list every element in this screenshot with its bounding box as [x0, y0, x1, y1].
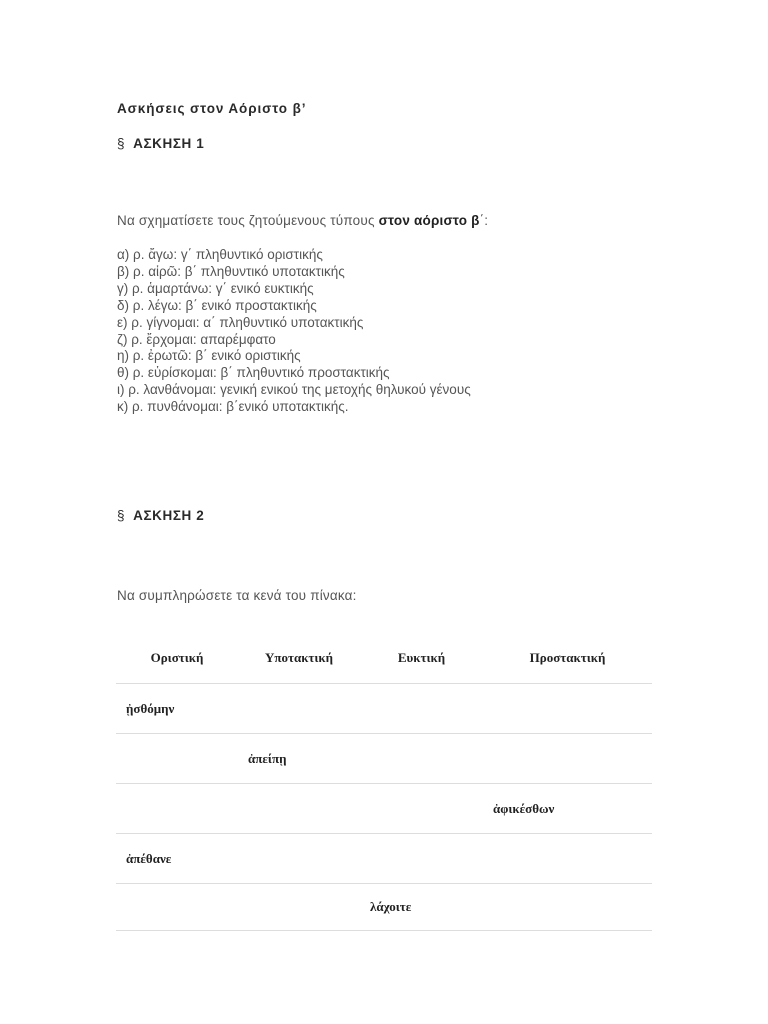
table-row [116, 684, 652, 734]
section-symbol: § [117, 508, 126, 523]
table-cell [483, 884, 652, 931]
exercise-2-label: ΑΣΚΗΣΗ 2 [133, 508, 205, 523]
column-header-optative: Ευκτική [360, 633, 483, 684]
table-cell: ἀπέθανε [116, 834, 238, 884]
table-cell: ἀφικέσθων [483, 784, 652, 834]
list-item: δ) ρ. λέγω: β΄ ενικό προστακτικής [117, 297, 317, 313]
table-cell [116, 734, 238, 784]
exercise-1-instruction [117, 213, 488, 228]
exercise-2-heading [117, 508, 204, 523]
list-item: ε) ρ. γίγνομαι: α΄ πληθυντικό υποτακτικής [117, 314, 364, 330]
table-cell [238, 684, 360, 734]
table-row [116, 834, 652, 884]
column-header-indicative: Οριστική [116, 633, 238, 684]
list-item: α) ρ. ἄγω: γ΄ πληθυντικό οριστικής [117, 247, 323, 262]
table-cell: ἀπείπῃ [238, 734, 360, 784]
table-cell [360, 734, 483, 784]
exercise-2-instruction: Να συμπληρώσετε τα κενά του πίνακα: [117, 588, 357, 603]
column-header-subjunctive: Υποτακτική [238, 633, 360, 684]
list-item: η) ρ. ἐρωτῶ: β΄ ενικό οριστικής [117, 348, 301, 364]
exercise-1-list [117, 247, 471, 416]
table-row [116, 734, 652, 784]
instruction-bold-text: στον αόριστο β [378, 213, 480, 228]
column-header-imperative: Προστακτική [483, 633, 652, 684]
table-cell [483, 734, 652, 784]
list-item: ζ) ρ. ἔρχομαι: απαρέμφατο [117, 331, 276, 347]
table-cell [360, 784, 483, 834]
table-cell [360, 834, 483, 884]
table-row [116, 784, 652, 834]
instruction-suffix: ΄: [479, 213, 489, 228]
list-item: β) ρ. αἱρῶ: β΄ πληθυντικό υποτακτικής [117, 263, 345, 279]
table-cell [116, 784, 238, 834]
table-cell [483, 834, 652, 884]
exercise-1-label: ΑΣΚΗΣΗ 1 [133, 136, 205, 151]
table-cell [238, 884, 360, 931]
list-item: θ) ρ. εὑρίσκομαι: β΄ πληθυντικό προστακτικής [117, 365, 390, 381]
table-cell [116, 884, 238, 931]
table-cell [238, 834, 360, 884]
document-title: Ασκήσεις στον Αόριστο β’ [117, 101, 307, 116]
table-cell [238, 784, 360, 834]
verb-forms-table [116, 633, 652, 931]
section-symbol: § [117, 136, 126, 151]
table-cell: λάχοιτε [360, 884, 483, 931]
table-cell [360, 684, 483, 734]
instruction-text: Να σχηματίσετε τους ζητούμενους τύπους [117, 213, 379, 228]
table-cell: ᾐσθόμην [116, 684, 238, 734]
list-item: κ) ρ. πυνθάνομαι: β΄ενικό υποτακτικής. [117, 399, 349, 415]
table-row [116, 884, 652, 931]
table-header-row [116, 633, 652, 684]
list-item: ι) ρ. λανθάνομαι: γενική ενικού της μετοχής θηλυκού γένους [117, 382, 471, 398]
list-item: γ) ρ. ἁμαρτάνω: γ΄ ενικό ευκτικής [117, 280, 314, 296]
exercise-1-heading [117, 136, 204, 151]
table-cell [483, 684, 652, 734]
